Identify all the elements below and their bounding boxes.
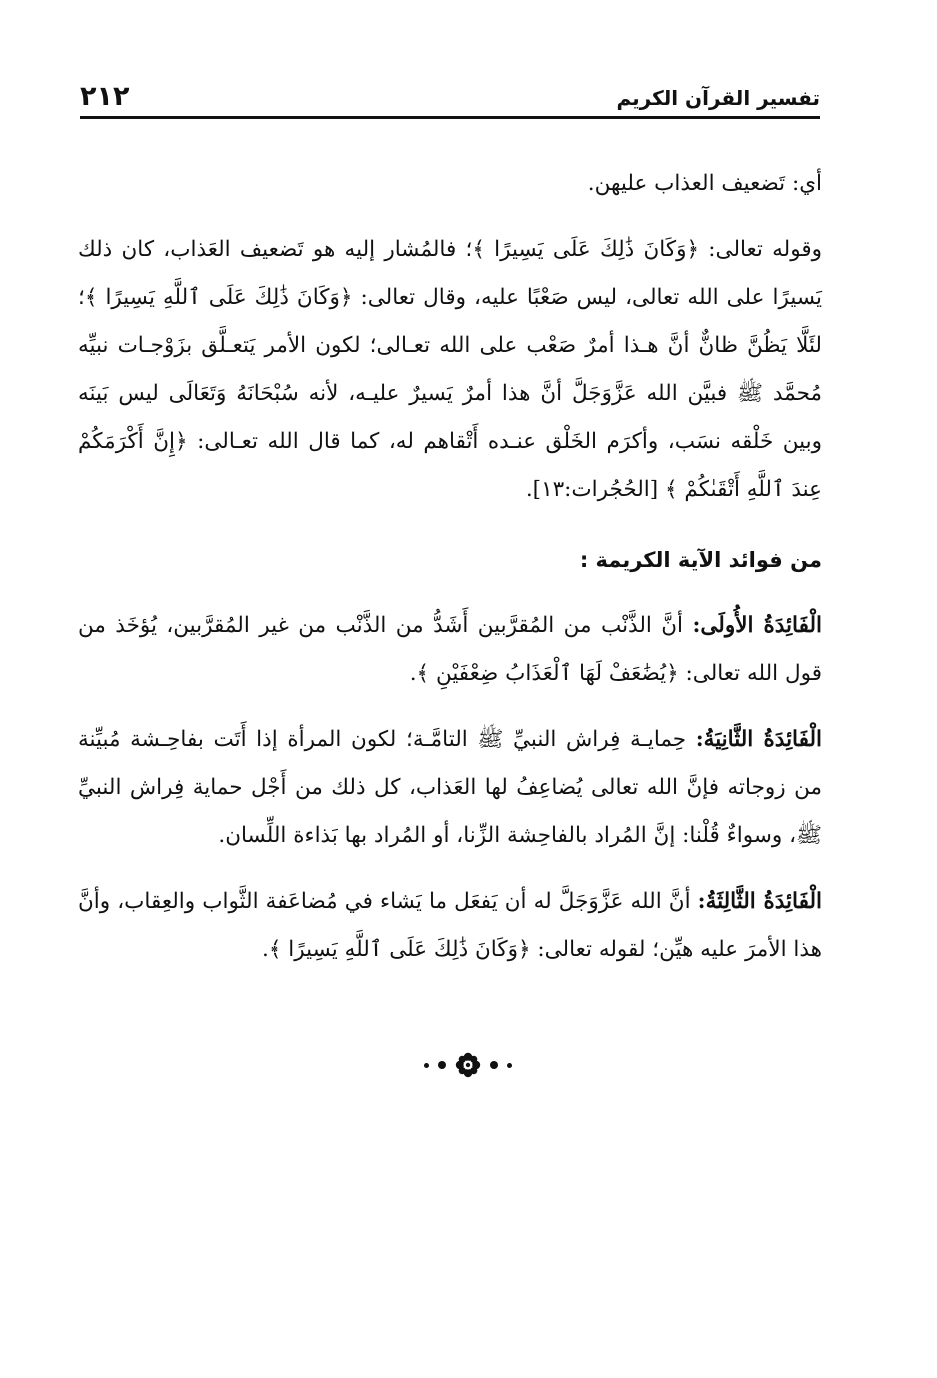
benefit-1-label: الْفَائِدَةُ الأُولَى: [692, 613, 822, 638]
benefit-1-text: أنَّ الذَّنْب من المُقرَّبين أَشَدُّ من الذَّنْب من غير المُقرَّبين، يُؤخَذ من قول الله تعالى: ﴿يُضَٰعَفْ لَهَا ٱلْعَذَابُ ضِعْفَيْنِ ﴾. [78, 613, 822, 686]
benefit-2 [78, 716, 822, 860]
benefit-1 [78, 602, 822, 698]
book-title: تفسير القرآن الكريم [616, 86, 820, 110]
ornament-dot [438, 1061, 446, 1069]
ornament-dot [490, 1061, 498, 1069]
benefit-3 [78, 878, 822, 974]
rosette-divider-icon [455, 1052, 481, 1078]
page-number: ٢١٢ [80, 81, 130, 112]
body-text [78, 160, 822, 974]
benefit-2-text: حِمايـة فِراش النبيِّ ﷺ التامَّـة؛ لكون المرأة إذا أَتَت بفاحِـشة مُبيِّنة من زوجاته فإنَّ الله تعالى يُضاعِفُ لها العَذاب، كل ذلك من أَجْل حماية فِراش النبيِّ ﷺ، وسواءٌ قُلْنا: إنَّ المُراد بالفاحِشة الزِّنا، أو المُراد بها بَذاءة اللِّسان. [78, 727, 822, 848]
section-heading: من فوائد الآية الكريمة : [579, 548, 822, 572]
benefit-3-text: أنَّ الله عَزَّوَجَلَّ له أن يَفعَل ما يَشاء في مُضاعَفة الثَّواب والعِقاب، وأنَّ هذا الأمرَ عليه هيِّن؛ لقوله تعالى: ﴿وَكَانَ ذَٰلِكَ عَلَى ٱللَّهِ يَسِيرًا ﴾. [78, 889, 822, 962]
benefit-3-label: الْفَائِدَةُ الثَّالِثَةُ: [697, 889, 822, 914]
section-end-ornament [408, 1050, 528, 1080]
paragraph-commentary: وقوله تعالى: ﴿وَكَانَ ذَٰلِكَ عَلَى يَسِيرًا ﴾؛ فالمُشار إليه هو تَضعيف العَذاب، كان ذلك يَسيرًا على الله تعالى، ليس صَعْبًا عليه، وقال تعالى: ﴿وَكَانَ ذَٰلِكَ عَلَى ٱللَّهِ يَسِيرًا ﴾؛ لئَلَّا يَظُنَّ ظانٌّ أنَّ هـذا أمرٌ صَعْب على الله تعـالى؛ لكون الأمر يَتعـلَّق بزَوْجـات نبيِّه مُحمَّد ﷺ فبيَّن الله عَزَّوَجَلَّ أنَّ هذا أمرٌ يَسيرٌ عليـه، لأنه سُبْحَانَهُ وَتَعَالَى ليس بَينَه وبين خَلْقه نسَب، وأكرَم الخَلْق عنـده أَتْقاهم له، كما قال الله تعـالى: ﴿إِنَّ أَكْرَمَكُمْ عِندَ ٱللَّهِ أَتْقَىٰكُمْ ﴾ [الحُجُرات:١٣]. [78, 237, 822, 502]
page-header [80, 82, 820, 119]
benefit-2-label: الْفَائِدَةُ الثَّانِيَةُ: [695, 727, 823, 752]
ornament-dot [507, 1063, 512, 1068]
ornament-dot [424, 1063, 429, 1068]
paragraph-intro: أي: تَضعيف العذاب عليهن. [587, 171, 822, 196]
